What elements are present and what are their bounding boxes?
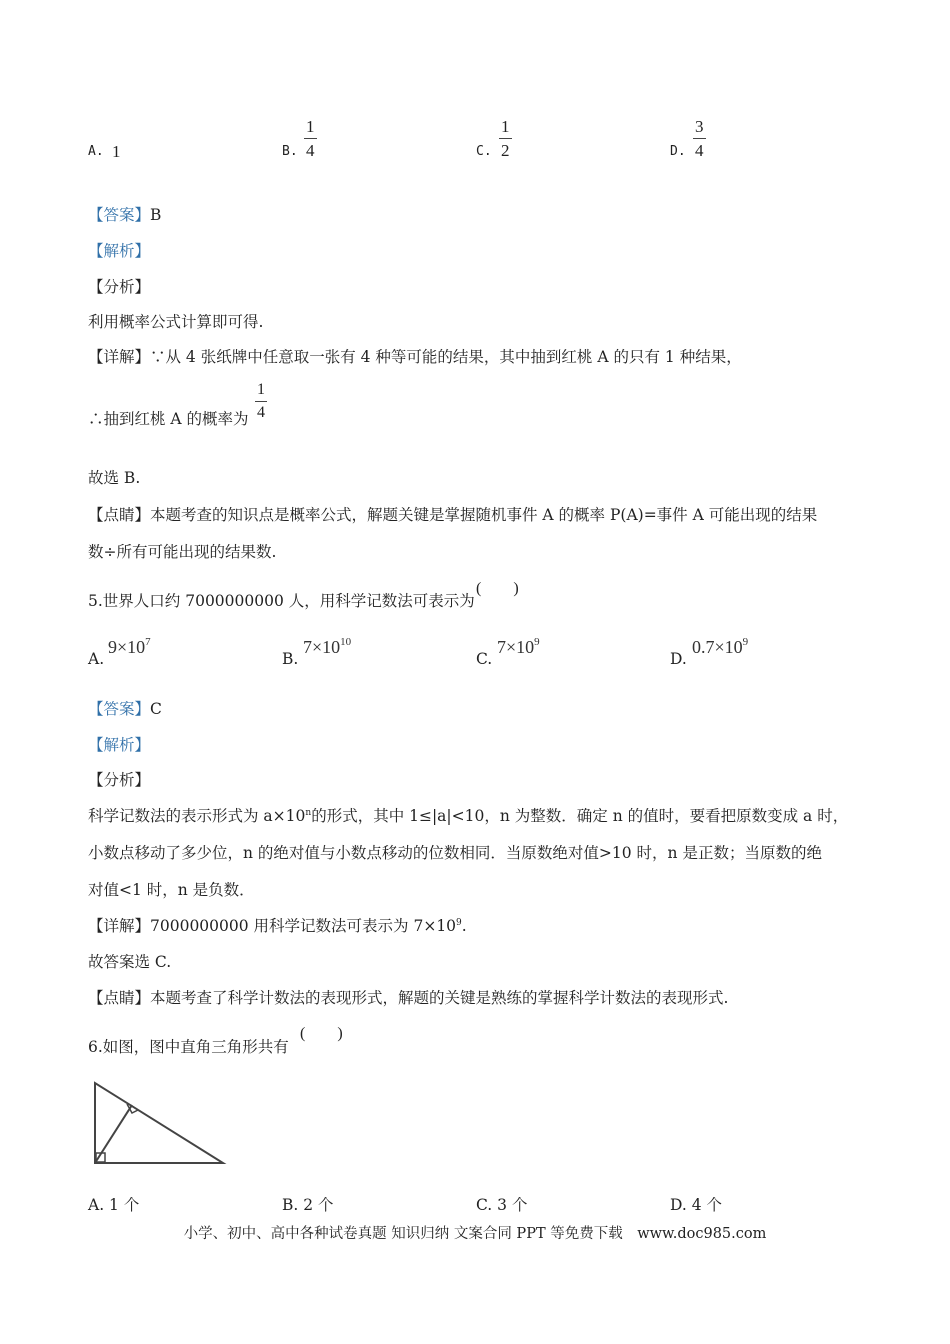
text-part: 科学记数法的表示形式为 a×10 — [88, 807, 306, 825]
q6-option-a: A. 1 个 — [88, 1196, 140, 1214]
q4-option-a-value: 1 — [112, 142, 121, 161]
q5-comment: 【点睛】本题考查了科学计数法的表现形式，解题的关键是熟练的掌握科学计数法的表现形式. — [88, 989, 729, 1007]
sci-exponent: 9 — [534, 636, 540, 648]
text-part: 【详解】7000000000 用科学记数法可表示为 7×10 — [88, 917, 457, 935]
fraction-denominator: 4 — [257, 404, 265, 421]
sci-exponent: 10 — [340, 636, 352, 648]
q5-option-a-label: A. — [88, 650, 105, 668]
sci-base: 7×10 — [303, 637, 341, 657]
q4-option-c-fraction — [499, 118, 512, 159]
answer-tag: 【答案】 — [88, 700, 151, 718]
q4-detail-line2: ∴抽到红桃 A 的概率为 — [88, 410, 249, 428]
q5-detail — [88, 914, 467, 936]
fraction-numerator: 1 — [257, 381, 265, 398]
q4-fenxi-text: 利用概率公式计算即可得. — [88, 313, 264, 331]
q6-answer-paren: ( ) — [300, 1025, 343, 1042]
text-part: 的形式，其中 1≤|a|<10，n 为整数．确定 n 的值时，要看把原数变成 a 时， — [311, 807, 849, 825]
q4-fenxi-tag: 【分析】 — [88, 278, 151, 296]
q6-option-d: D. 4 个 — [670, 1196, 723, 1214]
q5-answer-line — [88, 697, 162, 719]
fraction-numerator: 1 — [501, 117, 510, 136]
right-triangle-figure — [88, 1078, 228, 1168]
fraction-numerator: 3 — [695, 117, 704, 136]
q5-option-c-value — [497, 636, 540, 658]
page-footer: 小学、初中、高中各种试卷真题 知识归纳 文案合同 PPT 等免费下载 www.doc985.com — [183, 1226, 767, 1242]
fraction-numerator: 1 — [306, 117, 315, 136]
sci-base: 0.7×10 — [692, 637, 743, 657]
q5-choose: 故答案选 C. — [88, 953, 172, 971]
q5-option-d-label: D. — [670, 650, 687, 668]
q6-option-c: C. 3 个 — [476, 1196, 528, 1214]
q5-fenxi-line3: 对值<1 时，n 是负数． — [88, 881, 255, 899]
q4-option-d-label: D. — [670, 144, 686, 159]
outer-triangle — [95, 1083, 223, 1163]
altitude-line — [95, 1105, 132, 1163]
q6-option-b: B. 2 个 — [282, 1196, 334, 1214]
fraction-denominator: 2 — [501, 141, 510, 160]
q4-detail-fraction — [255, 382, 267, 421]
q5-fenxi-tag: 【分析】 — [88, 771, 151, 789]
answer-tag: 【答案】 — [88, 206, 151, 224]
q4-option-a-label: A. — [88, 144, 104, 159]
q5-option-d-value — [692, 636, 748, 658]
superscript: 9 — [456, 917, 462, 928]
q4-analysis-tag: 【解析】 — [88, 242, 151, 260]
sci-exponent: 9 — [742, 636, 749, 648]
q4-answer-line — [88, 203, 161, 225]
q6-stem: 6.如图，图中直角三角形共有 — [88, 1038, 289, 1056]
q5-stem: 5.世界人口约 7000000000 人，用科学记数法可表示为 — [88, 592, 475, 610]
answer-value: B — [150, 206, 162, 224]
q4-option-d-fraction — [693, 118, 706, 159]
q5-option-b-label: B. — [282, 650, 299, 668]
q5-answer-paren: ( ) — [476, 580, 519, 597]
q5-analysis-tag: 【解析】 — [88, 736, 151, 754]
q4-detail-line1: 【详解】∵从 4 张纸牌中任意取一张有 4 种等可能的结果，其中抽到红桃 A 的只有 1 种结果， — [88, 348, 742, 366]
text-part: . — [461, 917, 467, 935]
fraction-denominator: 4 — [306, 141, 315, 160]
q5-option-c-label: C. — [476, 650, 493, 668]
sci-exponent: 7 — [145, 636, 151, 648]
answer-value: C — [150, 700, 162, 718]
q5-fenxi-line1 — [88, 804, 848, 826]
q5-fenxi-line2: 小数点移动了多少位，n 的绝对值与小数点移动的位数相同．当原数绝对值>10 时，n 是正数；当原数的绝 — [88, 844, 822, 862]
q4-option-c-label: C. — [476, 144, 492, 159]
q5-option-b-value — [303, 636, 351, 658]
q4-option-b-fraction — [304, 118, 317, 159]
q4-option-b-label: B. — [282, 144, 298, 159]
superscript: n — [305, 807, 312, 818]
q5-option-a-value — [108, 636, 151, 658]
q4-choose: 故选 B. — [88, 469, 141, 487]
fraction-denominator: 4 — [695, 141, 704, 160]
sci-base: 9×10 — [108, 637, 146, 657]
sci-base: 7×10 — [497, 637, 535, 657]
q4-comment-line1: 【点睛】本题考查的知识点是概率公式，解题关键是掌握随机事件 A 的概率 P(A)=事件 A 可能出现的结果 — [88, 506, 818, 524]
q4-comment-line2: 数÷所有可能出现的结果数. — [88, 543, 277, 561]
